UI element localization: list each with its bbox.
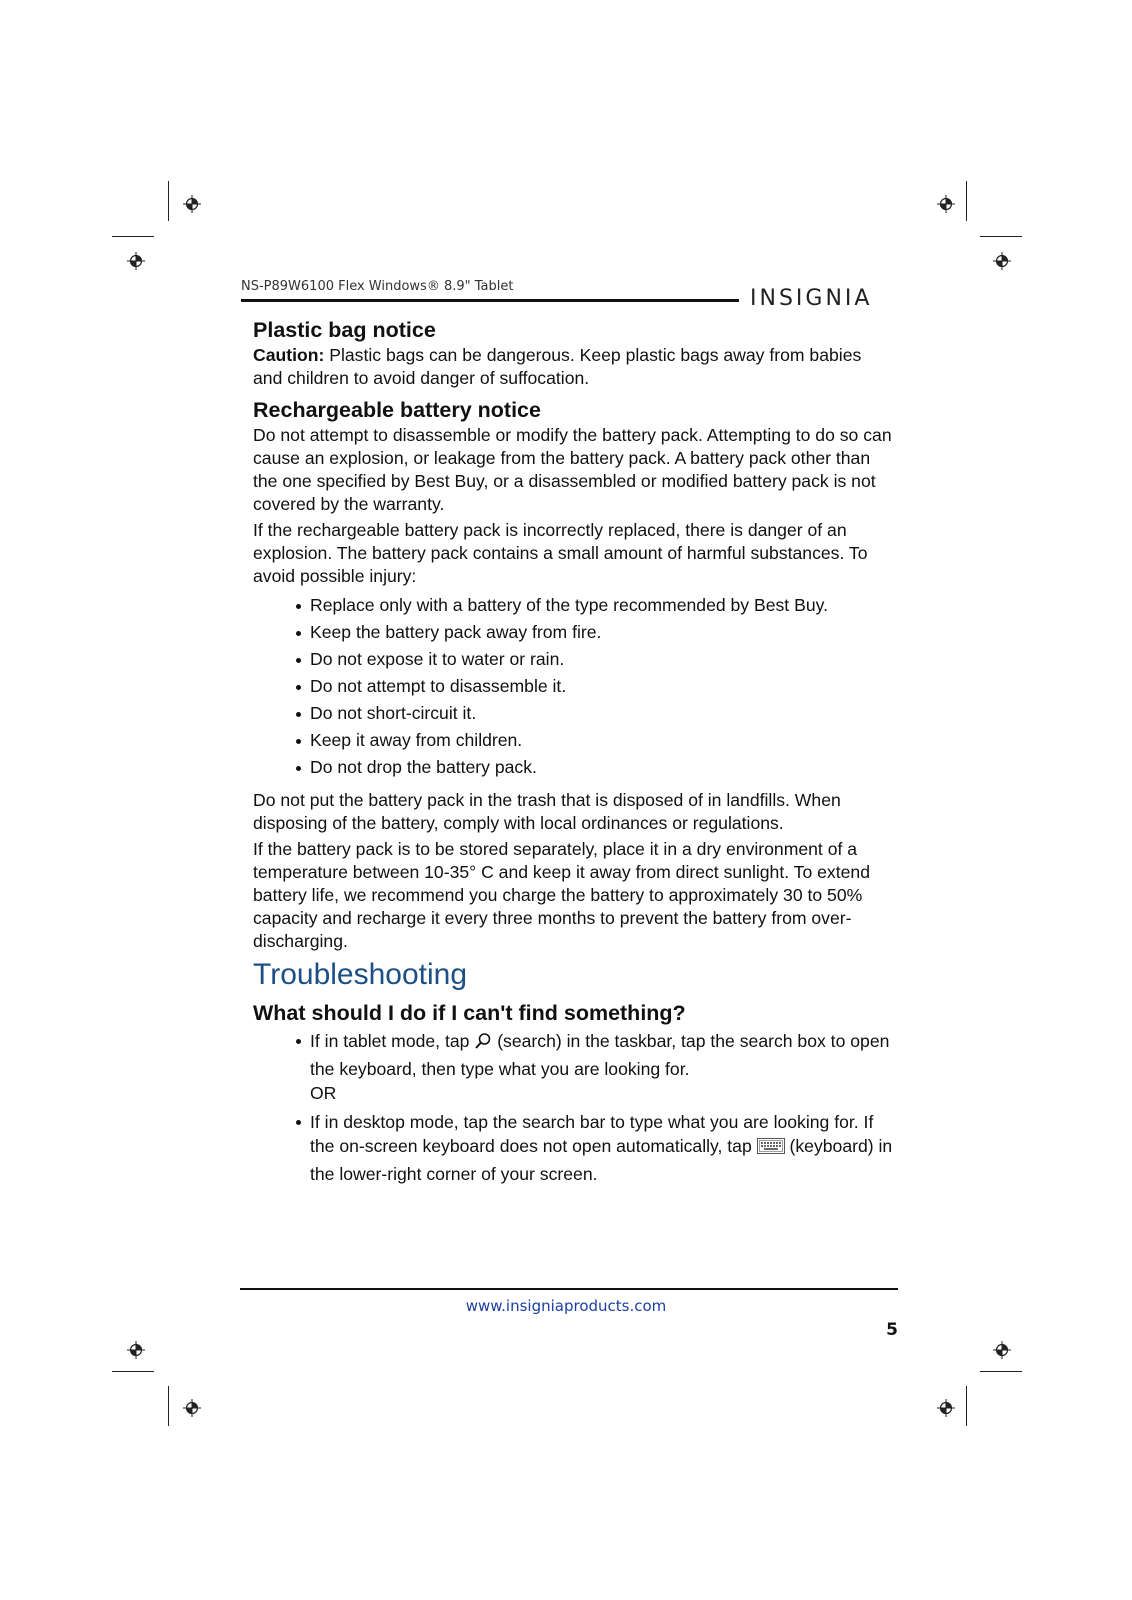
list-item: Do not short-circuit it. [310,702,893,725]
troubleshooting-question: What should I do if I can't find something? [253,1001,686,1025]
search-icon [474,1032,492,1057]
keyboard-icon [757,1137,785,1162]
crop-mark [112,236,154,237]
crop-mark [980,1371,1022,1372]
battery-paragraph-1: Do not attempt to disassemble or modify the battery pack. Attempting to do so can cause an explosion, or leakage from the battery pack. A battery pack other than the one specified by Best Buy, or a disassembled or modified battery pack is not covered by the warranty. [253,425,892,514]
list-item: Replace only with a battery of the type recommended by Best Buy. [310,594,893,617]
caution-text: Plastic bags can be dangerous. Keep plastic bags away from babies and children to avoid danger of suffocation. [253,345,862,388]
list-item: If in tablet mode, tap (search) in the taskbar, tap the search box to open the keyboard, then type what you are looking for. OR [310,1029,893,1106]
registration-mark-icon [937,1399,955,1417]
caution-paragraph [253,344,893,390]
registration-mark-icon [993,1341,1011,1359]
battery-safety-list [253,594,893,779]
caution-label: Caution: [253,345,325,365]
registration-mark-icon [993,252,1011,270]
footer-rule [240,1288,898,1290]
document-header-title: NS-P89W6100 Flex Windows® 8.9" Tablet [241,279,514,294]
crop-mark [168,181,169,221]
brand-logo: INSIGNIA [750,286,873,311]
crop-mark [980,236,1022,237]
troubleshooting-title: Troubleshooting [253,958,468,991]
plastic-bag-heading: Plastic bag notice [253,318,436,342]
registration-mark-icon [127,1341,145,1359]
troubleshooting-list [253,1029,893,1186]
header-rule [241,299,739,302]
registration-mark-icon [127,252,145,270]
list-item: Keep it away from children. [310,729,893,752]
crop-mark [966,1386,967,1426]
page-number: 5 [886,1320,898,1340]
crop-mark [966,181,967,221]
registration-mark-icon [937,195,955,213]
list-item: Do not expose it to water or rain. [310,648,893,671]
footer-website-link[interactable]: www.insigniaproducts.com [465,1297,667,1315]
battery-paragraph-3: Do not put the battery pack in the trash that is disposed of in landfills. When disposing of the battery, comply with local ordinances or regulations. [253,790,841,833]
battery-notice-heading: Rechargeable battery notice [253,398,541,422]
battery-paragraph-4: If the battery pack is to be stored separately, place it in a dry environment of a temperature between 10-35° C and keep it away from direct sunlight. To extend battery life, we recommend you charge the battery to approximately 30 to 50% capacity and recharge it every three months to prevent the battery from over-discharging. [253,839,870,951]
page-content [253,316,893,1196]
registration-mark-icon [183,195,201,213]
or-separator: OR [310,1083,337,1103]
registration-mark-icon [183,1399,201,1417]
crop-mark [112,1371,154,1372]
battery-paragraph-2: If the rechargeable battery pack is incorrectly replaced, there is danger of an explosion. The battery pack contains a small amount of harmful substances. To avoid possible injury: [253,520,868,586]
list-item: If in desktop mode, tap the search bar to type what you are looking for. If the on-screen keyboard does not open automatically, tap (keyboard) in the lower-right corner of your screen. [310,1110,893,1187]
list-item: Do not attempt to disassemble it. [310,675,893,698]
list-item: Keep the battery pack away from fire. [310,621,893,644]
crop-mark [168,1386,169,1426]
list-item: Do not drop the battery pack. [310,756,893,779]
